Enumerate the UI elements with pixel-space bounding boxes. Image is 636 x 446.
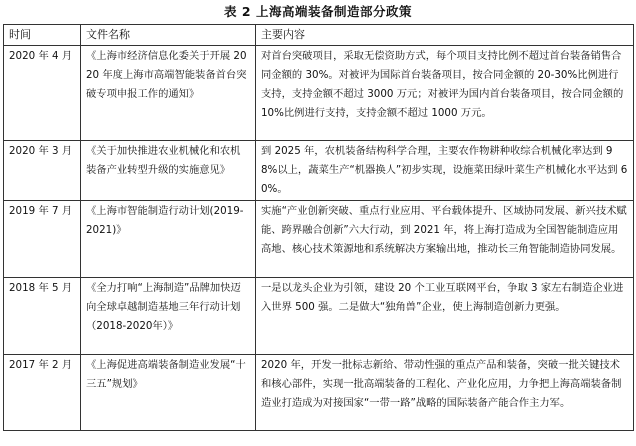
cell-time: 2020 年 4 月	[4, 46, 81, 141]
table-header-row	[4, 25, 634, 46]
cell-file-name: 《关于加快推进农业机械化和农机装备产业转型升级的实施意见》	[81, 141, 256, 201]
cell-file-name: 《上海市智能制造行动计划(2019-2021)》	[81, 201, 256, 278]
cell-file-name: 《全力打响“上海制造”品牌加快迈向全球卓越制造基地三年行动计划（2018-2020年）》	[81, 278, 256, 355]
cell-main-content: 到 2025 年，农机装备结构科学合理，主要农作物耕种收综合机械化率达到 98%以上，蔬菜生产“机器换人”初步实现，设施菜田绿叶菜生产机械化水平达到 60%。	[256, 141, 634, 201]
cell-main-content: 实施“产业创新突破、重点行业应用、平台载体提升、区域协同发展、新兴技术赋能、跨界融合创新”六大行动，到 2021 年，将上海打造成为全国智能制造应用高地、核心技术策源地和系统解决方案输出地，推动长三角智能制造协同发展。	[256, 201, 634, 278]
table-row	[4, 46, 634, 141]
document-title: 表 2 上海高端装备制造部分政策	[224, 4, 412, 19]
cell-time: 2018 年 5 月	[4, 278, 81, 355]
column-header-main-content: 主要内容	[256, 25, 634, 46]
column-header-file-name: 文件名称	[81, 25, 256, 46]
table-row	[4, 141, 634, 201]
cell-main-content: 2020 年，开发一批标志新给、带动性强的重点产品和装备，突破一批关键技术和核心部件，实现一批高端装备的工程化、产业化应用，力争把上海高端装备制造业打造成为对接国家“一带一路”战略的国际装备产能合作主力军。	[256, 355, 634, 431]
table-row	[4, 355, 634, 431]
cell-file-name: 《上海促进高端装备制造业发展“十三五”规划》	[81, 355, 256, 431]
cell-main-content: 一是以龙头企业为引领，建设 20 个工业互联网平台，争取 3 家左右制造企业进入世界 500 强。二是做大“独角兽”企业，使上海制造创新力更强。	[256, 278, 634, 355]
cell-time: 2020 年 3 月	[4, 141, 81, 201]
column-header-time: 时间	[4, 25, 81, 46]
cell-time: 2017 年 2 月	[4, 355, 81, 431]
cell-time: 2019 年 7 月	[4, 201, 81, 278]
policy-table	[3, 24, 634, 431]
cell-main-content: 对首台突破项目，采取无偿资助方式，每个项目支持比例不超过首台装备销售合同金额的 30%。对被评为国际首台装备项目，按合同金额的 20-30%比例进行支持，支持金额不超过 3000 万元；对被评为国内首台装备项目，按合同金额的 10%比例进行支持，支持金额不超过 1000 万元。	[256, 46, 634, 141]
cell-file-name: 《上海市经济信息化委关于开展 2020 年度上海市高端智能装备首台突破专项申报工作的通知》	[81, 46, 256, 141]
table-row	[4, 278, 634, 355]
table-row	[4, 201, 634, 278]
